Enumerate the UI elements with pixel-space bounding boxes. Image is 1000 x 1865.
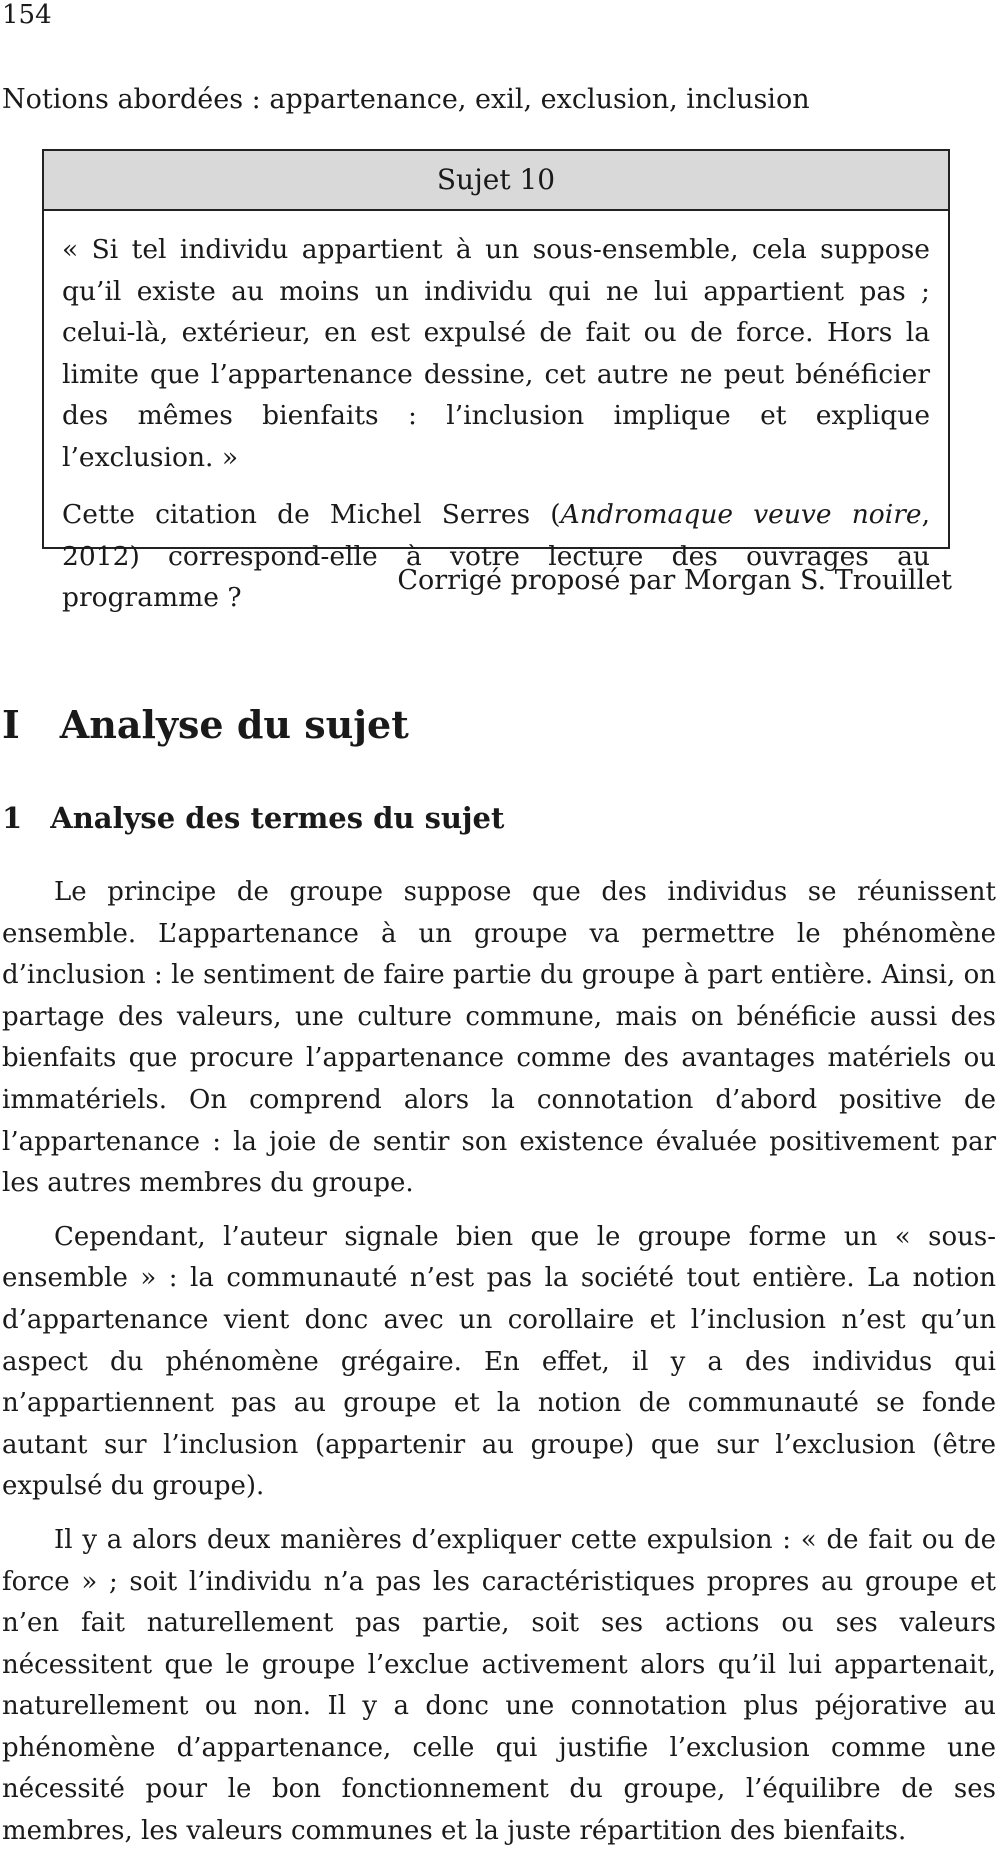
section-heading bbox=[2, 700, 409, 750]
section-title: Analyse du sujet bbox=[59, 702, 409, 747]
body-text bbox=[2, 872, 996, 1865]
paragraph-3: Il y a alors deux manières d’expliquer cette expulsion : « de fait ou de force » ; soit l’individu n’a pas les caractéristiques propres au groupe et n’en fait naturellement pas partie, soit ses actions ou ses valeurs nécessitent que le groupe l’exclue activement alors qu’il lui appartenait, naturellement ou non. Il y a donc une connotation plus péjorative au phénomène d’appartenance, celle qui justifie l’exclusion comme une nécessité pour le bon fonctionnement du groupe, l’équilibre de ses membres, les valeurs communes et la juste répartition des bienfaits. bbox=[2, 1524, 996, 1847]
sujet-question bbox=[62, 494, 930, 619]
sujet-title: Sujet 10 bbox=[44, 151, 948, 211]
corrige-credit: Corrigé proposé par Morgan S. Trouillet bbox=[397, 565, 952, 596]
sujet-quote: « Si tel individu appartient à un sous-ensemble, cela suppose qu’il existe au moins un individu qui ne lui appartient pas ; celui-là, extérieur, en est expulsé de fait ou de force. Hors la limite que l’appartenance dessine, cet autre ne peut bénéficier des mêmes bienfaits : l’inclusion implique et explique l’exclusion. » bbox=[62, 234, 930, 473]
paragraph-1: Le principe de groupe suppose que des individus se réunissent ensemble. L’appartenance à un groupe va permettre le phénomène d’inclusion : le sentiment de faire partie du groupe à part entière. Ainsi, on partage des valeurs, une culture commune, mais on bénéficie aussi des bienfaits que procure l’appartenance comme des avantages matériels ou immatériels. On comprend alors la connotation d’abord positive de l’appartenance : la joie de sentir son existence évaluée positivement par les autres membres du groupe. bbox=[2, 877, 996, 1199]
sujet-body bbox=[44, 211, 948, 619]
section-number: I bbox=[2, 702, 20, 747]
subsection-number: 1 bbox=[2, 801, 23, 835]
subsection-heading bbox=[2, 798, 504, 838]
sujet-question-end: , 2012) correspond-elle à votre lecture des ouvrages au programme ? bbox=[62, 499, 930, 613]
subsection-title: Analyse des termes du sujet bbox=[50, 801, 505, 835]
notions-line: Notions abordées : appartenance, exil, exclusion, inclusion bbox=[2, 84, 810, 115]
paragraph-2: Cependant, l’auteur signale bien que le groupe forme un « sous-ensemble » : la communauté n’est pas la société tout entière. La notion d’appartenance vient donc avec un corollaire et l’inclusion n’est qu’un aspect du phénomène grégaire. En effet, il y a des individus qui n’appartiennent pas au groupe et la notion de communauté se fonde autant sur l’inclusion (appartenir au groupe) que sur l’exclusion (être expulsé du groupe). bbox=[2, 1221, 996, 1502]
sujet-question-start: Cette citation de Michel Serres ( bbox=[62, 499, 561, 530]
page-number: 154 bbox=[2, 0, 52, 30]
sujet-question-work-title: Andromaque veuve noire bbox=[560, 499, 922, 530]
